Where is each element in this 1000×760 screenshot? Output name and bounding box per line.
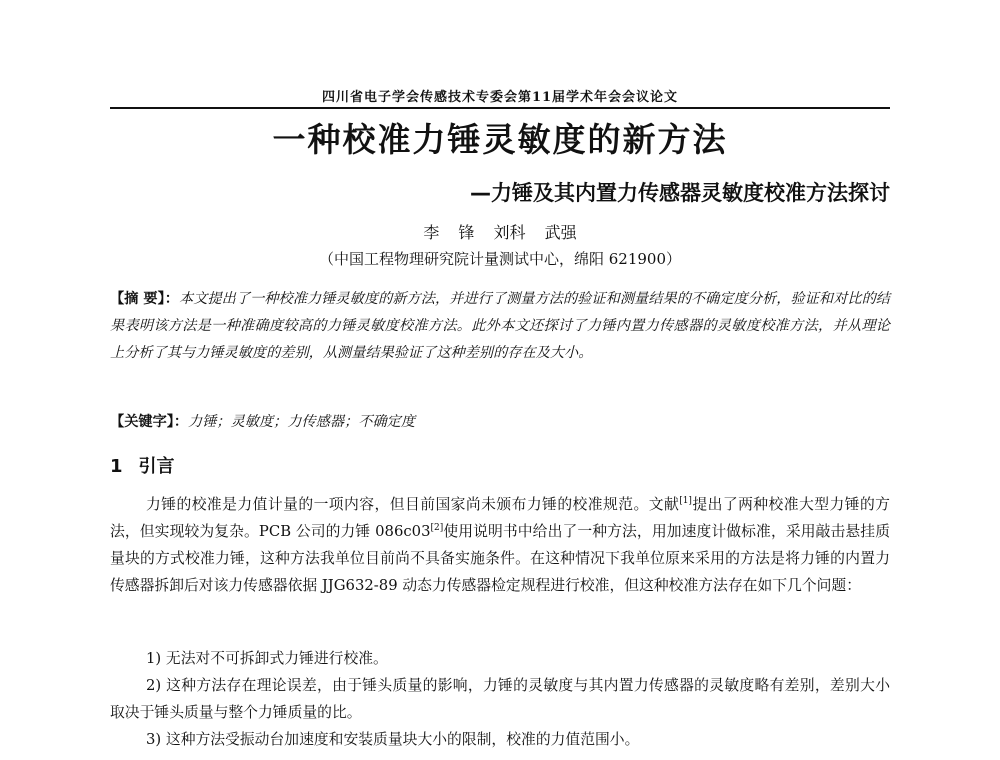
intro-text-part: 使用说明书中给出了一种方法，用加速度计做标准，采用敲击悬挂质量块的方式校准力锤，这种方法我单位目前尚不具备实施条件。在这种情况下我单位原来采用的方法是将力锤的内置力传感器拆卸后对该力传感器依据 JJG632-89 动态力传感器检定规程进行校准，但这种校准方法存在如下几个问题： xyxy=(110,523,890,594)
author-name: 李 锋 xyxy=(423,223,475,242)
abstract-text: 本文提出了一种校准力锤灵敏度的新方法，并进行了测量方法的验证和测量结果的不确定度分析，验证和对比的结果表明该方法是一种准确度较高的力锤灵敏度校准方法。此外本文还探讨了力锤内置力传感器的灵敏度校准方法，并从理论上分析了其与力锤灵敏度的差别，从测量结果验证了这种差别的存在及大小。 xyxy=(110,291,890,361)
affiliation: （中国工程物理研究院计量测试中心，绵阳 621900） xyxy=(318,250,682,268)
intro-text-part: 力锤的校准是力值计量的一项内容，但目前国家尚未颁布力锤的校准规范。文献 xyxy=(146,496,680,513)
intro-text-part: 提出了两种校准大型力锤的方法，但实现较为复杂。PCB 公司的力锤 086c03 xyxy=(110,496,890,540)
abstract xyxy=(110,286,890,367)
header-rule xyxy=(110,107,890,109)
author-name: 武强 xyxy=(544,223,577,242)
citation-ref: [1] xyxy=(679,496,692,507)
paper-subtitle: —力锤及其内置力传感器灵敏度校准方法探讨 xyxy=(470,181,890,205)
section-number: 1 xyxy=(110,456,123,477)
list-item: 3) 这种方法受振动台加速度和安装质量块大小的限制，校准的力值范围小。 xyxy=(146,731,640,748)
section-title: 引言 xyxy=(138,456,175,477)
keywords-text: 力锤；灵敏度；力传感器；不确定度 xyxy=(188,414,416,430)
keywords xyxy=(110,411,890,431)
intro-paragraph xyxy=(110,491,890,599)
section-heading xyxy=(110,452,175,478)
running-header: 四川省电子学会传感技术专委会第11届学术年会会议论文 xyxy=(321,90,679,105)
keywords-label: 【关键字】： xyxy=(110,414,189,430)
author-list xyxy=(110,220,890,243)
list-item: 1) 无法对不可拆卸式力锤进行校准。 xyxy=(146,650,388,667)
list-item: 2) 这种方法存在理论误差，由于锤头质量的影响，力锤的灵敏度与其内置力传感器的灵敏度略有差别，差别大小取决于锤头质量与整个力锤质量的比。 xyxy=(110,677,890,721)
paper-title: 一种校准力锤灵敏度的新方法 xyxy=(272,120,728,159)
abstract-label: 【摘 要】： xyxy=(110,291,179,307)
author-name: 刘科 xyxy=(493,223,526,242)
citation-ref: [2] xyxy=(430,523,444,534)
